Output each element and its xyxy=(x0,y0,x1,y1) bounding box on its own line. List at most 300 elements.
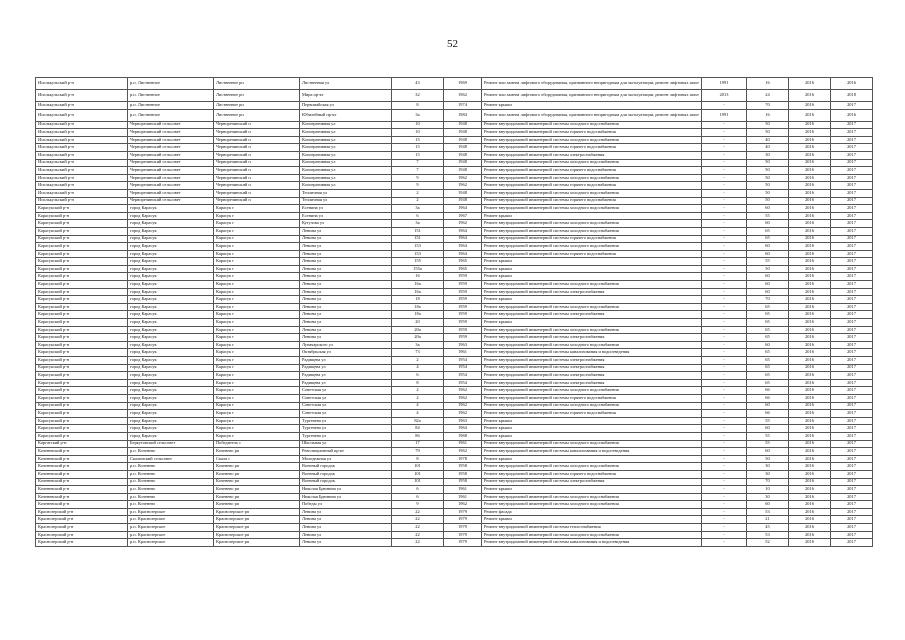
cell-end-year: 2017 xyxy=(831,508,873,516)
cell-locality: Карасук г xyxy=(214,311,300,319)
table-row xyxy=(36,78,873,90)
cell-lift-year: - xyxy=(702,205,747,213)
cell-start-year: 2016 xyxy=(789,501,831,509)
cell-cost: 66 xyxy=(747,394,789,402)
cell-lift-year: - xyxy=(702,167,747,175)
cell-start-year: 2016 xyxy=(789,102,831,110)
cell-district: Коченевский р-н xyxy=(36,478,128,486)
cell-municipality: город Карасук xyxy=(128,235,214,243)
cell-lift-year: - xyxy=(702,341,747,349)
cell-house: 82а xyxy=(392,417,444,425)
cell-cost: 50 xyxy=(747,121,789,129)
cell-district: Краснозерский р-н xyxy=(36,531,128,539)
cell-locality: Карасук г xyxy=(214,288,300,296)
cell-end-year: 2017 xyxy=(831,265,873,273)
cell-locality: Краснозерское рп xyxy=(214,531,300,539)
cell-locality: Лиственное рп xyxy=(214,109,300,121)
cell-district: Коченевский р-н xyxy=(36,463,128,471)
cell-start-year: 2016 xyxy=(789,136,831,144)
table-row xyxy=(36,349,873,357)
cell-work-type: Ремонт внутридомовой инженерной системы холодного водоснабжения xyxy=(482,501,702,509)
cell-district: Исилькульский р-н xyxy=(36,151,128,159)
cell-district: Карасукский р-н xyxy=(36,417,128,425)
cell-locality: Карасук г xyxy=(214,357,300,365)
cell-cost: 65 xyxy=(747,357,789,365)
cell-house: 18а xyxy=(392,311,444,319)
cell-year: 1962 xyxy=(444,402,482,410)
cell-house: 151 xyxy=(392,227,444,235)
table-row xyxy=(36,235,873,243)
cell-year: 1948 xyxy=(444,121,482,129)
cell-district: Карасукский р-н xyxy=(36,250,128,258)
cell-municipality: город Карасук xyxy=(128,258,214,266)
cell-street: Радищева ул xyxy=(300,372,392,380)
table-row xyxy=(36,364,873,372)
cell-locality: Черноречинский п xyxy=(214,189,300,197)
cell-house: 7 xyxy=(392,167,444,175)
cell-district: Карасукский р-н xyxy=(36,402,128,410)
table-row xyxy=(36,102,873,110)
cell-district: Карасукский р-н xyxy=(36,212,128,220)
cell-locality: Коченево рп xyxy=(214,470,300,478)
cell-cost: 65 xyxy=(747,349,789,357)
cell-district: Карасукский р-н xyxy=(36,258,128,266)
table-row xyxy=(36,129,873,137)
cell-year: 1948 xyxy=(444,189,482,197)
cell-start-year: 2016 xyxy=(789,364,831,372)
cell-locality: Черноречинский п xyxy=(214,167,300,175)
cell-end-year: 2017 xyxy=(831,182,873,190)
cell-year: 1965 xyxy=(444,258,482,266)
cell-year: 1948 xyxy=(444,197,482,205)
cell-municipality: р.п. Коченево xyxy=(128,486,214,494)
cell-locality: Карасук г xyxy=(214,364,300,372)
cell-end-year: 2017 xyxy=(831,440,873,448)
cell-work-type: Ремонт крыши xyxy=(482,455,702,463)
cell-district: Коченевский р-н xyxy=(36,455,128,463)
cell-municipality: Черноречинский сельсовет xyxy=(128,197,214,205)
cell-district: Карасукский р-н xyxy=(36,334,128,342)
cell-year: 1948 xyxy=(444,144,482,152)
table-row xyxy=(36,524,873,532)
cell-start-year: 2016 xyxy=(789,296,831,304)
cell-start-year: 2016 xyxy=(789,227,831,235)
cell-work-type: Ремонт внутридомовой инженерной системы горячего водоснабжения xyxy=(482,250,702,258)
capital-repair-table xyxy=(35,77,873,547)
cell-year: 1959 xyxy=(444,311,482,319)
cell-street: Ленина ул xyxy=(300,539,392,547)
cell-locality: Черноречинский п xyxy=(214,129,300,137)
cell-start-year: 2016 xyxy=(789,265,831,273)
cell-locality: Карасук г xyxy=(214,265,300,273)
cell-work-type: Ремонт внутридомовой инженерной системы горячего водоснабжения xyxy=(482,167,702,175)
cell-lift-year: 1991 xyxy=(702,78,747,90)
cell-municipality: город Карасук xyxy=(128,296,214,304)
cell-locality: Карасук г xyxy=(214,205,300,213)
cell-start-year: 2016 xyxy=(789,357,831,365)
cell-lift-year: - xyxy=(702,357,747,365)
cell-house: 16 xyxy=(392,273,444,281)
cell-locality: Коченево рп xyxy=(214,448,300,456)
cell-locality: Краснозерское рп xyxy=(214,508,300,516)
cell-year: 1964 xyxy=(444,243,482,251)
cell-work-type: Ремонт внутридомовой инженерной системы горячего водоснабжения xyxy=(482,197,702,205)
cell-district: Исилькульский р-н xyxy=(36,102,128,110)
cell-district: Карасукский р-н xyxy=(36,296,128,304)
cell-locality: Карасук г xyxy=(214,281,300,289)
cell-year: 1948 xyxy=(444,167,482,175)
cell-cost: 60 xyxy=(747,281,789,289)
cell-end-year: 2017 xyxy=(831,349,873,357)
cell-district: Коченевский р-н xyxy=(36,486,128,494)
cell-district: Исилькульский р-н xyxy=(36,136,128,144)
cell-house: 153 xyxy=(392,243,444,251)
cell-cost: 65 xyxy=(747,235,789,243)
cell-house: 2 xyxy=(392,387,444,395)
cell-year: 1962 xyxy=(444,182,482,190)
cell-lift-year: - xyxy=(702,524,747,532)
cell-work-type: Ремонт внутридомовой инженерной системы электроснабжения xyxy=(482,288,702,296)
cell-house: 155 xyxy=(392,258,444,266)
cell-start-year: 2016 xyxy=(789,212,831,220)
cell-year: 1963 xyxy=(444,417,482,425)
cell-cost: 30 xyxy=(747,151,789,159)
cell-start-year: 2016 xyxy=(789,273,831,281)
cell-start-year: 2016 xyxy=(789,440,831,448)
cell-district: Исилькульский р-н xyxy=(36,144,128,152)
cell-municipality: город Карасук xyxy=(128,265,214,273)
cell-end-year: 2017 xyxy=(831,227,873,235)
cell-year: 1974 xyxy=(444,102,482,110)
cell-street: Кооперативная ул xyxy=(300,174,392,182)
cell-year: 1958 xyxy=(444,478,482,486)
cell-house: 15 xyxy=(392,144,444,152)
cell-lift-year: - xyxy=(702,136,747,144)
cell-end-year: 2017 xyxy=(831,167,873,175)
table-row xyxy=(36,205,873,213)
cell-year: 1959 xyxy=(444,319,482,327)
cell-street: Кооперативная ул xyxy=(300,167,392,175)
cell-end-year: 2017 xyxy=(831,478,873,486)
cell-lift-year: - xyxy=(702,174,747,182)
cell-start-year: 2016 xyxy=(789,189,831,197)
cell-start-year: 2016 xyxy=(789,288,831,296)
cell-end-year: 2017 xyxy=(831,463,873,471)
cell-year: 1948 xyxy=(444,136,482,144)
cell-cost: 50 xyxy=(747,129,789,137)
cell-work-type: Ремонт внутридомовой инженерной системы горячего водоснабжения xyxy=(482,182,702,190)
cell-street: Ленина ул xyxy=(300,265,392,273)
cell-end-year: 2017 xyxy=(831,129,873,137)
cell-house: 2 xyxy=(392,197,444,205)
table-row xyxy=(36,379,873,387)
cell-start-year: 2016 xyxy=(789,243,831,251)
cell-lift-year: - xyxy=(702,102,747,110)
cell-house: 2 xyxy=(392,394,444,402)
cell-lift-year: - xyxy=(702,326,747,334)
cell-district: Исилькульский р-н xyxy=(36,182,128,190)
cell-start-year: 2016 xyxy=(789,448,831,456)
cell-year: 1959 xyxy=(444,296,482,304)
cell-locality: Лиственное рп xyxy=(214,102,300,110)
cell-lift-year: - xyxy=(702,463,747,471)
table-row xyxy=(36,440,873,448)
cell-cost: 60 xyxy=(747,205,789,213)
cell-municipality: Черноречинский сельсовет xyxy=(128,159,214,167)
cell-municipality: город Карасук xyxy=(128,341,214,349)
cell-end-year: 2017 xyxy=(831,235,873,243)
cell-house: 84 xyxy=(392,425,444,433)
cell-house: 20а xyxy=(392,334,444,342)
cell-district: Коченевский р-н xyxy=(36,501,128,509)
cell-end-year: 2017 xyxy=(831,334,873,342)
cell-district: Карасукский р-н xyxy=(36,227,128,235)
cell-district: Карасукский р-н xyxy=(36,220,128,228)
cell-lift-year: - xyxy=(702,151,747,159)
cell-street: Революционный пр-кт xyxy=(300,448,392,456)
cell-municipality: р.п. Лиственное xyxy=(128,102,214,110)
cell-municipality: город Карасук xyxy=(128,417,214,425)
cell-start-year: 2016 xyxy=(789,531,831,539)
table-row xyxy=(36,121,873,129)
cell-year: 1979 xyxy=(444,531,482,539)
cell-cost: 65 xyxy=(747,379,789,387)
cell-district: Карасукский р-н xyxy=(36,379,128,387)
cell-year: 1962 xyxy=(444,394,482,402)
cell-locality: Карасук г xyxy=(214,432,300,440)
table-row xyxy=(36,220,873,228)
cell-locality: Краснозерское рп xyxy=(214,539,300,547)
cell-year: 1979 xyxy=(444,508,482,516)
table-row xyxy=(36,136,873,144)
cell-work-type: Ремонт или замена лифтового оборудования, признанного непригодным для эксплуатации, ремонт лифтовых шахт xyxy=(482,78,702,90)
cell-house: 18а xyxy=(392,303,444,311)
cell-locality: Карасук г xyxy=(214,220,300,228)
cell-street: Советская ул xyxy=(300,387,392,395)
cell-municipality: р.п. Краснозерское xyxy=(128,516,214,524)
table-row xyxy=(36,470,873,478)
cell-cost: 70 xyxy=(747,296,789,304)
cell-house: 101 xyxy=(392,478,444,486)
cell-municipality: р.п. Краснозерское xyxy=(128,508,214,516)
cell-locality: Карасук г xyxy=(214,319,300,327)
cell-cost: 21 xyxy=(747,516,789,524)
cell-lift-year: - xyxy=(702,273,747,281)
cell-street: Ленина ул xyxy=(300,311,392,319)
cell-year: 1962 xyxy=(444,90,482,102)
cell-district: Исилькульский р-н xyxy=(36,90,128,102)
cell-lift-year: - xyxy=(702,303,747,311)
cell-street: Военный городок xyxy=(300,463,392,471)
cell-municipality: Черноречинский сельсовет xyxy=(128,189,214,197)
cell-district: Исилькульский р-н xyxy=(36,129,128,137)
table-row xyxy=(36,508,873,516)
cell-lift-year: - xyxy=(702,501,747,509)
cell-year: 1948 xyxy=(444,151,482,159)
cell-street: Ленина ул xyxy=(300,243,392,251)
cell-cost: 55 xyxy=(747,440,789,448)
cell-locality: Коченево рп xyxy=(214,463,300,471)
cell-work-type: Ремонт крыши xyxy=(482,296,702,304)
cell-end-year: 2017 xyxy=(831,486,873,494)
cell-district: Карасукский р-н xyxy=(36,303,128,311)
table-row xyxy=(36,486,873,494)
cell-district: Карасукский р-н xyxy=(36,432,128,440)
cell-municipality: р.п. Краснозерское xyxy=(128,539,214,547)
cell-cost: 10 xyxy=(747,486,789,494)
cell-locality: Карасук г xyxy=(214,379,300,387)
cell-end-year: 2016 xyxy=(831,109,873,121)
cell-street: Лиственная ул xyxy=(300,78,392,90)
cell-street: Ленина ул xyxy=(300,273,392,281)
cell-street: Военный городок xyxy=(300,478,392,486)
cell-district: Карасукский р-н xyxy=(36,372,128,380)
cell-lift-year: - xyxy=(702,372,747,380)
cell-district: Карасукский р-н xyxy=(36,349,128,357)
cell-cost: 65 xyxy=(747,364,789,372)
cell-municipality: р.п. Краснозерское xyxy=(128,531,214,539)
cell-start-year: 2016 xyxy=(789,319,831,327)
cell-house: 15 xyxy=(392,151,444,159)
cell-work-type: Ремонт крыши xyxy=(482,417,702,425)
cell-locality: Карасук г xyxy=(214,402,300,410)
cell-end-year: 2017 xyxy=(831,136,873,144)
cell-start-year: 2016 xyxy=(789,387,831,395)
table-row xyxy=(36,288,873,296)
cell-municipality: Черноречинский сельсовет xyxy=(128,121,214,129)
cell-street: Ленина ул xyxy=(300,334,392,342)
cell-lift-year: - xyxy=(702,334,747,342)
cell-lift-year: - xyxy=(702,448,747,456)
cell-start-year: 2016 xyxy=(789,349,831,357)
cell-start-year: 2016 xyxy=(789,379,831,387)
cell-cost: 65 xyxy=(747,303,789,311)
cell-locality: Карасук г xyxy=(214,243,300,251)
cell-lift-year: - xyxy=(702,129,747,137)
table-row xyxy=(36,296,873,304)
cell-locality: Черноречинский п xyxy=(214,159,300,167)
cell-year: 1964 xyxy=(444,205,482,213)
cell-house: 101 xyxy=(392,470,444,478)
cell-cost: 65 xyxy=(747,311,789,319)
cell-municipality: Скалинский сельсовет xyxy=(128,455,214,463)
cell-work-type: Ремонт внутридомовой инженерной системы холодного водоснабжения xyxy=(482,402,702,410)
cell-end-year: 2018 xyxy=(831,90,873,102)
cell-lift-year: - xyxy=(702,364,747,372)
cell-work-type: Ремонт внутридомовой инженерной системы холодного водоснабжения xyxy=(482,174,702,182)
cell-locality: Карасук г xyxy=(214,341,300,349)
cell-end-year: 2017 xyxy=(831,432,873,440)
cell-work-type: Ремонт внутридомовой инженерной системы холодного водоснабжения xyxy=(482,189,702,197)
cell-municipality: город Карасук xyxy=(128,212,214,220)
cell-work-type: Ремонт внутридомовой инженерной системы холодного водоснабжения xyxy=(482,341,702,349)
cell-end-year: 2017 xyxy=(831,341,873,349)
cell-work-type: Ремонт внутридомовой инженерной системы холодного водоснабжения xyxy=(482,303,702,311)
table-row xyxy=(36,357,873,365)
cell-end-year: 2017 xyxy=(831,417,873,425)
cell-locality: Скала с xyxy=(214,455,300,463)
cell-start-year: 2016 xyxy=(789,235,831,243)
table-row xyxy=(36,326,873,334)
cell-year: 1959 xyxy=(444,273,482,281)
cell-end-year: 2017 xyxy=(831,524,873,532)
cell-house: 10 xyxy=(392,121,444,129)
cell-house: 3а xyxy=(392,109,444,121)
cell-end-year: 2017 xyxy=(831,212,873,220)
cell-end-year: 2017 xyxy=(831,144,873,152)
cell-start-year: 2016 xyxy=(789,121,831,129)
cell-house: 8 xyxy=(392,379,444,387)
cell-district: Карасукский р-н xyxy=(36,243,128,251)
cell-cost: 30 xyxy=(747,463,789,471)
cell-street: Тепличная ул xyxy=(300,197,392,205)
cell-year: 1959 xyxy=(444,334,482,342)
cell-start-year: 2016 xyxy=(789,174,831,182)
cell-district: Коченевский р-н xyxy=(36,448,128,456)
cell-end-year: 2017 xyxy=(831,296,873,304)
cell-house: 22 xyxy=(392,508,444,516)
cell-lift-year: - xyxy=(702,349,747,357)
cell-year: 1979 xyxy=(444,516,482,524)
cell-municipality: город Карасук xyxy=(128,357,214,365)
cell-work-type: Ремонт крыши xyxy=(482,516,702,524)
cell-cost: 60 xyxy=(747,243,789,251)
cell-year: 1962 xyxy=(444,410,482,418)
cell-year: 1964 xyxy=(444,250,482,258)
table-row xyxy=(36,432,873,440)
cell-end-year: 2017 xyxy=(831,273,873,281)
cell-work-type: Ремонт внутридомовой инженерной системы холодного водоснабжения xyxy=(482,220,702,228)
cell-start-year: 2016 xyxy=(789,516,831,524)
cell-year: 1964 xyxy=(444,235,482,243)
cell-street: Ленина ул xyxy=(300,281,392,289)
cell-district: Карасукский р-н xyxy=(36,394,128,402)
cell-street: Военный городок xyxy=(300,470,392,478)
cell-district: Коченевский р-н xyxy=(36,470,128,478)
cell-street: Кооперативная ул xyxy=(300,182,392,190)
cell-municipality: город Карасук xyxy=(128,372,214,380)
cell-start-year: 2016 xyxy=(789,341,831,349)
cell-year: 1962 xyxy=(444,448,482,456)
cell-district: Каргатский р-н xyxy=(36,440,128,448)
cell-year: 1969 xyxy=(444,78,482,90)
table-row xyxy=(36,109,873,121)
cell-street: Николая Брюнина ул xyxy=(300,486,392,494)
cell-district: Карасукский р-н xyxy=(36,341,128,349)
cell-district: Исилькульский р-н xyxy=(36,197,128,205)
cell-locality: Карасук г xyxy=(214,326,300,334)
cell-municipality: город Карасук xyxy=(128,205,214,213)
table-row xyxy=(36,394,873,402)
cell-street: Ленина ул xyxy=(300,516,392,524)
cell-lift-year: - xyxy=(702,288,747,296)
cell-work-type: Ремонт внутридомовой инженерной системы электроснабжения xyxy=(482,379,702,387)
cell-lift-year: - xyxy=(702,486,747,494)
cell-locality: Карасук г xyxy=(214,235,300,243)
cell-house: 7 xyxy=(392,159,444,167)
cell-house: 101 xyxy=(392,463,444,471)
cell-locality: Краснозерское рп xyxy=(214,516,300,524)
cell-house: 3а xyxy=(392,341,444,349)
table-row xyxy=(36,281,873,289)
cell-end-year: 2017 xyxy=(831,189,873,197)
cell-work-type: Ремонт внутридомовой инженерной системы холодного водоснабжения xyxy=(482,326,702,334)
cell-end-year: 2017 xyxy=(831,387,873,395)
cell-street: Советская ул xyxy=(300,402,392,410)
cell-house: 4 xyxy=(392,410,444,418)
cell-locality: Лиственное рп xyxy=(214,90,300,102)
cell-lift-year: 1991 xyxy=(702,109,747,121)
